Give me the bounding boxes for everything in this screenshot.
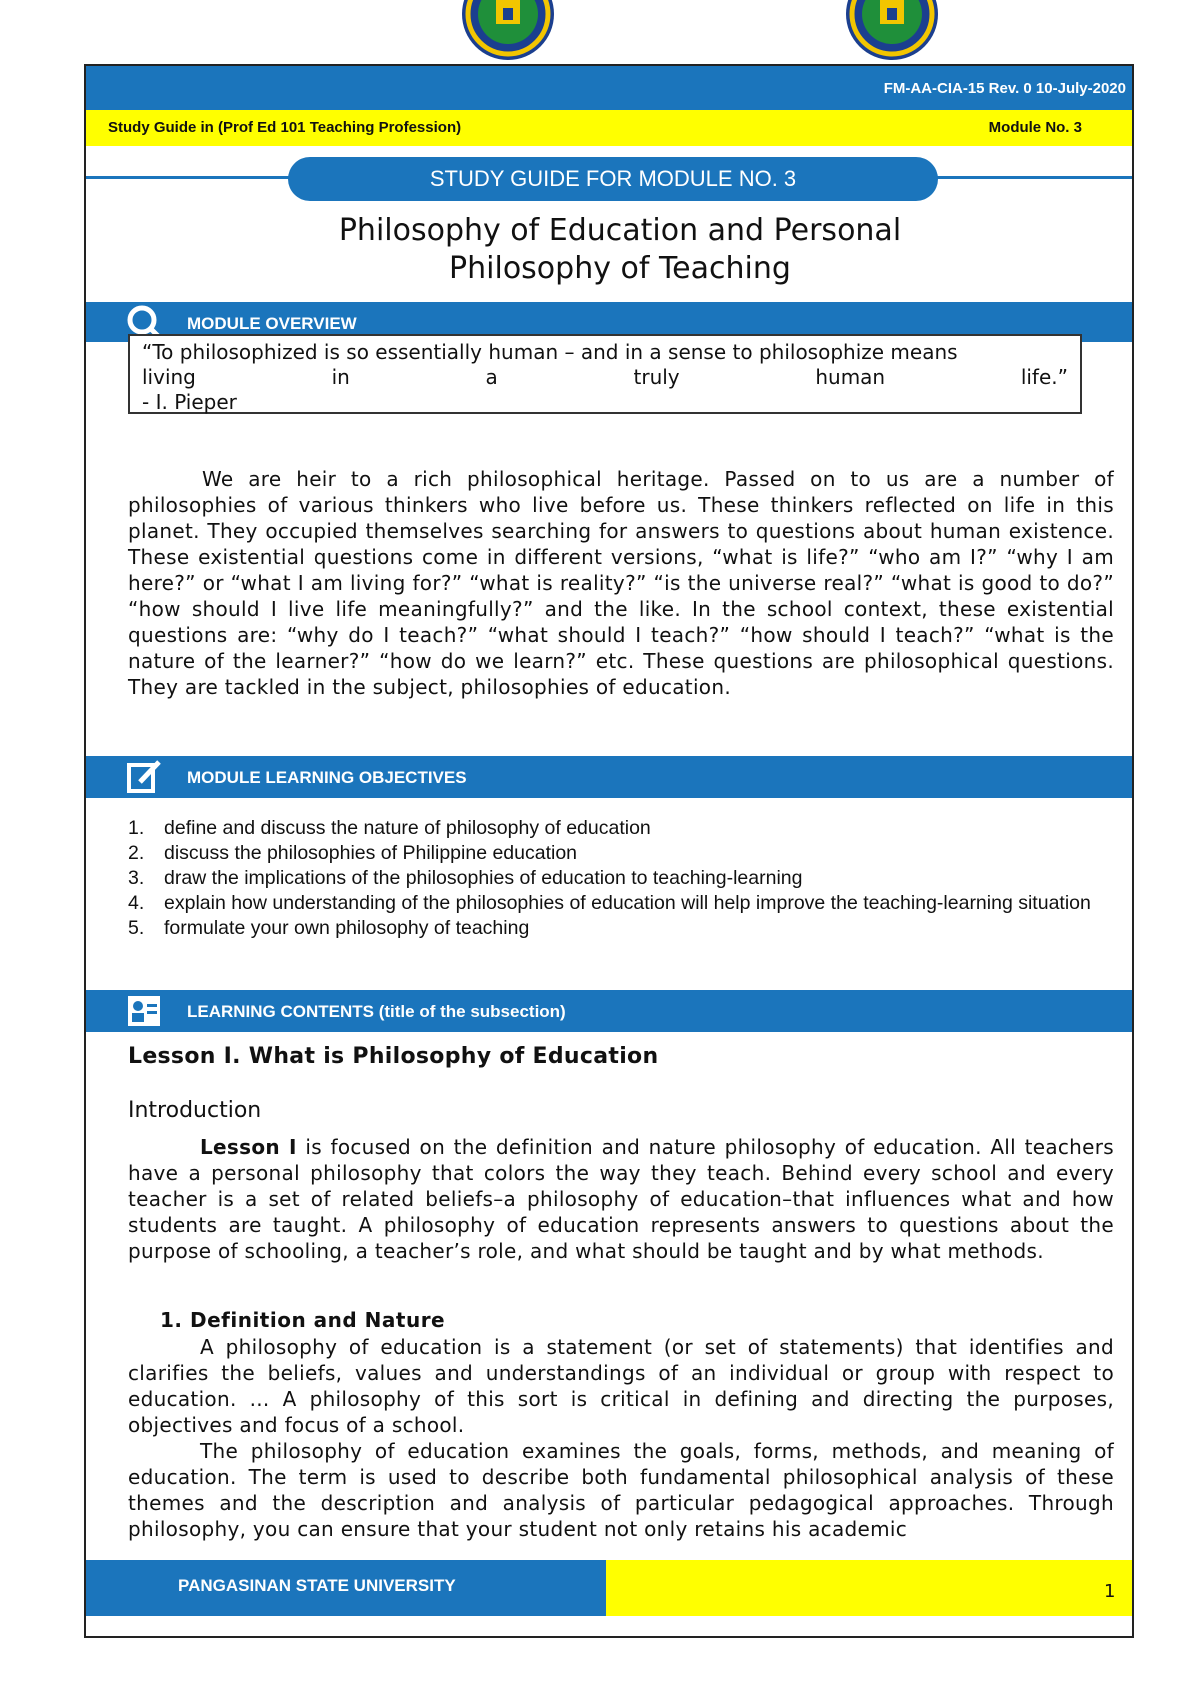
introduction-heading: Introduction xyxy=(128,1098,262,1123)
introduction-paragraph: Lesson I is focused on the definition and nature philosophy of education. All teachers have a personal philosophy that colors the way they teach. Behind every school and every teacher is a set of related beliefs–a philosophy of education–that influences what and how students are taught. A philosophy of education represents answers to questions about the purpose of schooling, a teacher’s role, and what should be taught and by what methods. xyxy=(128,1135,1114,1263)
learning-objectives-bar xyxy=(86,756,1132,798)
module-number: Module No. 3 xyxy=(988,119,1082,136)
edit-icon xyxy=(126,760,162,799)
list-item: 1. define and discuss the nature of philosophy of education xyxy=(128,817,651,839)
list-item: 5. formulate your own philosophy of teaching xyxy=(128,917,530,939)
footer-yellow-block xyxy=(606,1560,1132,1616)
university-seal-right xyxy=(844,0,940,62)
reader-icon xyxy=(126,994,162,1033)
study-guide-banner: STUDY GUIDE FOR MODULE NO. 3 xyxy=(288,157,938,201)
definition-paragraph-1: A philosophy of education is a statement (or set of statements) that identifies and clarifies the beliefs, values and understandings of an individual or group with respect to education. ... A philosophy of this sort is critical in defining and directing the purposes, objectives and focus of a school. xyxy=(128,1335,1114,1437)
page-number: 1 xyxy=(1104,1581,1116,1602)
quote-word: living xyxy=(142,365,196,389)
quote-word: a xyxy=(485,365,498,389)
quote-word: in xyxy=(331,365,350,389)
module-overview-heading: MODULE OVERVIEW xyxy=(187,314,357,333)
university-name: PANGASINAN STATE UNIVERSITY xyxy=(178,1576,456,1595)
quote-word: human xyxy=(815,365,886,389)
page-title-line2: Philosophy of Teaching xyxy=(449,251,791,286)
overview-quote xyxy=(128,334,1082,414)
quote-line-2 xyxy=(142,365,1068,390)
list-item: 3. draw the implications of the philosophies of education to teaching-learning xyxy=(128,867,803,889)
quote-line-1: “To philosophized is so essentially human – and in a sense to philosophize means xyxy=(142,340,958,364)
quote-word: truly xyxy=(633,365,680,389)
objectives-list xyxy=(128,816,1118,941)
quote-word: life.” xyxy=(1020,365,1068,389)
lesson-reference: Lesson I xyxy=(200,1135,297,1159)
quote-author: - I. Pieper xyxy=(142,390,237,414)
definition-paragraph-2: The philosophy of education examines the goals, forms, methods, and meaning of education. The term is used to describe both fundamental philosophical analysis of these themes and the description and analysis of particular pedagogical approaches. Through philosophy, you can ensure that your student not only retains his academic xyxy=(128,1439,1114,1541)
overview-paragraph: We are heir to a rich philosophical heritage. Passed on to us are a number of philosophies of various thinkers who live before us. These thinkers reflected on life in this planet. They occupied themselves searching for answers to questions about human existence. These existential questions come in different versions, “what is life?” “who am I?” “why I am here?” or “what I am living for?” “what is reality?” “is the universe real?” “what is good to do?” “how should I live life meaningfully?” and the like. In the school context, these existential questions are: “why do I teach?” “what should I teach?” “how should I teach?” “what is the nature of the learner?” “how do we learn?” etc. These questions are philosophical questions. They are tackled in the subject, philosophies of education. xyxy=(128,467,1114,699)
lesson-title: Lesson I. What is Philosophy of Education xyxy=(128,1044,659,1069)
learning-contents-bar xyxy=(86,990,1132,1032)
page-title-line1: Philosophy of Education and Personal xyxy=(338,213,902,248)
study-guide-label: Study Guide in (Prof Ed 101 Teaching Profession) xyxy=(108,119,462,136)
list-item: 2. discuss the philosophies of Philippine education xyxy=(128,842,578,864)
learning-objectives-heading: MODULE LEARNING OBJECTIVES xyxy=(187,768,467,787)
form-code: FM-AA-CIA-15 Rev. 0 10-July-2020 xyxy=(883,80,1126,97)
header-yellow-bar xyxy=(86,110,1132,146)
definition-heading: 1. Definition and Nature xyxy=(160,1308,446,1332)
university-seal-left xyxy=(460,0,556,62)
learning-contents-heading: LEARNING CONTENTS (title of the subsection) xyxy=(187,1002,566,1021)
list-item: 4. explain how understanding of the philosophies of education will help improve the teaching-learning situation xyxy=(128,892,1091,914)
